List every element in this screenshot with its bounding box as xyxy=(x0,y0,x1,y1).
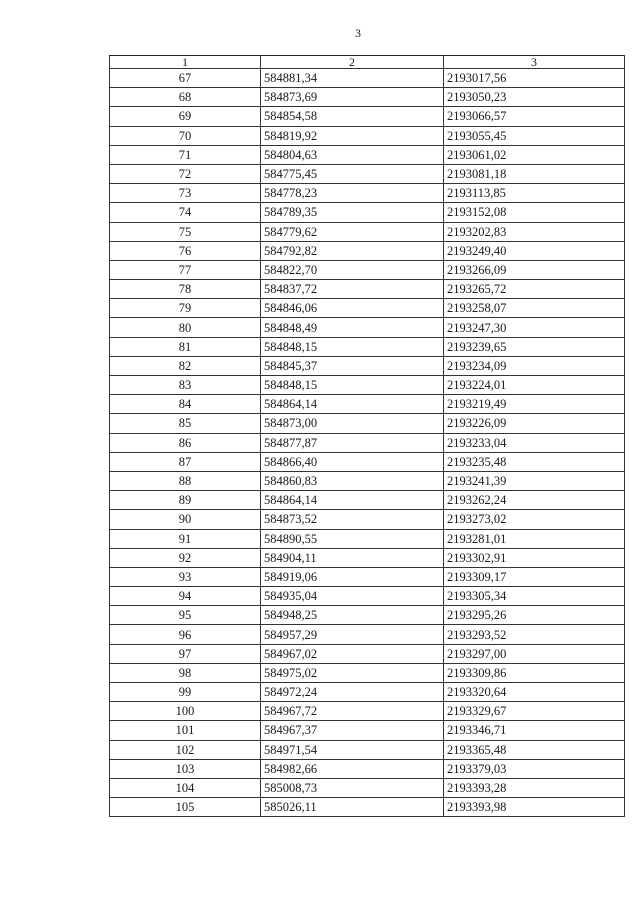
table-row xyxy=(110,222,625,241)
table-row xyxy=(110,318,625,337)
point-number-cell: 81 xyxy=(110,337,261,356)
point-number-cell: 101 xyxy=(110,721,261,740)
x-coordinate-cell: 584967,72 xyxy=(261,702,444,721)
x-coordinate-cell: 584873,69 xyxy=(261,88,444,107)
table-body xyxy=(110,56,625,817)
y-coordinate-cell: 2193329,67 xyxy=(444,702,625,721)
table-row xyxy=(110,88,625,107)
y-coordinate-cell: 2193055,45 xyxy=(444,126,625,145)
table-row xyxy=(110,759,625,778)
point-number-cell: 83 xyxy=(110,376,261,395)
x-coordinate-cell: 584848,15 xyxy=(261,337,444,356)
table-row xyxy=(110,721,625,740)
table-row xyxy=(110,606,625,625)
column-header-2: 2 xyxy=(261,56,444,69)
y-coordinate-cell: 2193393,98 xyxy=(444,798,625,817)
point-number-cell: 93 xyxy=(110,567,261,586)
point-number-cell: 76 xyxy=(110,241,261,260)
y-coordinate-cell: 2193066,57 xyxy=(444,107,625,126)
x-coordinate-cell: 584860,83 xyxy=(261,471,444,490)
table-row xyxy=(110,587,625,606)
x-coordinate-cell: 584864,14 xyxy=(261,491,444,510)
table-row xyxy=(110,567,625,586)
x-coordinate-cell: 584948,25 xyxy=(261,606,444,625)
column-header-1: 1 xyxy=(110,56,261,69)
y-coordinate-cell: 2193113,85 xyxy=(444,184,625,203)
y-coordinate-cell: 2193297,00 xyxy=(444,644,625,663)
point-number-cell: 88 xyxy=(110,471,261,490)
table-row xyxy=(110,280,625,299)
x-coordinate-cell: 584822,70 xyxy=(261,260,444,279)
point-number-cell: 75 xyxy=(110,222,261,241)
table-row xyxy=(110,452,625,471)
x-coordinate-cell: 584982,66 xyxy=(261,759,444,778)
point-number-cell: 70 xyxy=(110,126,261,145)
y-coordinate-cell: 2193249,40 xyxy=(444,241,625,260)
x-coordinate-cell: 584935,04 xyxy=(261,587,444,606)
table-row xyxy=(110,241,625,260)
table-row xyxy=(110,69,625,88)
y-coordinate-cell: 2193050,23 xyxy=(444,88,625,107)
x-coordinate-cell: 584775,45 xyxy=(261,164,444,183)
y-coordinate-cell: 2193239,65 xyxy=(444,337,625,356)
x-coordinate-cell: 584778,23 xyxy=(261,184,444,203)
point-number-cell: 74 xyxy=(110,203,261,222)
x-coordinate-cell: 584873,00 xyxy=(261,414,444,433)
point-number-cell: 72 xyxy=(110,164,261,183)
point-number-cell: 73 xyxy=(110,184,261,203)
table-row xyxy=(110,491,625,510)
x-coordinate-cell: 584792,82 xyxy=(261,241,444,260)
point-number-cell: 67 xyxy=(110,69,261,88)
point-number-cell: 95 xyxy=(110,606,261,625)
x-coordinate-cell: 584804,63 xyxy=(261,145,444,164)
point-number-cell: 85 xyxy=(110,414,261,433)
y-coordinate-cell: 2193309,86 xyxy=(444,663,625,682)
x-coordinate-cell: 584779,62 xyxy=(261,222,444,241)
table-row xyxy=(110,107,625,126)
y-coordinate-cell: 2193258,07 xyxy=(444,299,625,318)
table-row xyxy=(110,798,625,817)
x-coordinate-cell: 584848,15 xyxy=(261,376,444,395)
x-coordinate-cell: 584845,37 xyxy=(261,356,444,375)
table-row xyxy=(110,299,625,318)
table-row xyxy=(110,395,625,414)
y-coordinate-cell: 2193293,52 xyxy=(444,625,625,644)
point-number-cell: 103 xyxy=(110,759,261,778)
point-number-cell: 78 xyxy=(110,280,261,299)
x-coordinate-cell: 584846,06 xyxy=(261,299,444,318)
table-row xyxy=(110,529,625,548)
y-coordinate-cell: 2193233,04 xyxy=(444,433,625,452)
y-coordinate-cell: 2193320,64 xyxy=(444,683,625,702)
table-row xyxy=(110,203,625,222)
point-number-cell: 89 xyxy=(110,491,261,510)
point-number-cell: 97 xyxy=(110,644,261,663)
x-coordinate-cell: 584971,54 xyxy=(261,740,444,759)
point-number-cell: 102 xyxy=(110,740,261,759)
point-number-cell: 80 xyxy=(110,318,261,337)
table-row xyxy=(110,260,625,279)
table-row xyxy=(110,663,625,682)
point-number-cell: 100 xyxy=(110,702,261,721)
table-row xyxy=(110,625,625,644)
x-coordinate-cell: 585008,73 xyxy=(261,778,444,797)
y-coordinate-cell: 2193309,17 xyxy=(444,567,625,586)
table-row xyxy=(110,337,625,356)
x-coordinate-cell: 585026,11 xyxy=(261,798,444,817)
x-coordinate-cell: 584975,02 xyxy=(261,663,444,682)
y-coordinate-cell: 2193152,08 xyxy=(444,203,625,222)
x-coordinate-cell: 584864,14 xyxy=(261,395,444,414)
point-number-cell: 82 xyxy=(110,356,261,375)
y-coordinate-cell: 2193224,01 xyxy=(444,376,625,395)
x-coordinate-cell: 584967,37 xyxy=(261,721,444,740)
y-coordinate-cell: 2193273,02 xyxy=(444,510,625,529)
y-coordinate-cell: 2193305,34 xyxy=(444,587,625,606)
y-coordinate-cell: 2193393,28 xyxy=(444,778,625,797)
table-row xyxy=(110,702,625,721)
point-number-cell: 77 xyxy=(110,260,261,279)
point-number-cell: 105 xyxy=(110,798,261,817)
point-number-cell: 91 xyxy=(110,529,261,548)
y-coordinate-cell: 2193219,49 xyxy=(444,395,625,414)
x-coordinate-cell: 584873,52 xyxy=(261,510,444,529)
table-row xyxy=(110,433,625,452)
table-row xyxy=(110,356,625,375)
y-coordinate-cell: 2193235,48 xyxy=(444,452,625,471)
y-coordinate-cell: 2193226,09 xyxy=(444,414,625,433)
point-number-cell: 90 xyxy=(110,510,261,529)
table-row xyxy=(110,471,625,490)
y-coordinate-cell: 2193241,39 xyxy=(444,471,625,490)
x-coordinate-cell: 584877,87 xyxy=(261,433,444,452)
y-coordinate-cell: 2193061,02 xyxy=(444,145,625,164)
y-coordinate-cell: 2193266,09 xyxy=(444,260,625,279)
point-number-cell: 99 xyxy=(110,683,261,702)
x-coordinate-cell: 584819,92 xyxy=(261,126,444,145)
x-coordinate-cell: 584904,11 xyxy=(261,548,444,567)
point-number-cell: 94 xyxy=(110,587,261,606)
point-number-cell: 96 xyxy=(110,625,261,644)
table-row xyxy=(110,145,625,164)
x-coordinate-cell: 584854,58 xyxy=(261,107,444,126)
x-coordinate-cell: 584890,55 xyxy=(261,529,444,548)
y-coordinate-cell: 2193081,18 xyxy=(444,164,625,183)
table-row xyxy=(110,510,625,529)
x-coordinate-cell: 584957,29 xyxy=(261,625,444,644)
y-coordinate-cell: 2193295,26 xyxy=(444,606,625,625)
table-row xyxy=(110,778,625,797)
y-coordinate-cell: 2193234,09 xyxy=(444,356,625,375)
point-number-cell: 69 xyxy=(110,107,261,126)
y-coordinate-cell: 2193017,56 xyxy=(444,69,625,88)
column-header-3: 3 xyxy=(444,56,625,69)
table-row xyxy=(110,414,625,433)
point-number-cell: 98 xyxy=(110,663,261,682)
point-number-cell: 92 xyxy=(110,548,261,567)
table-row xyxy=(110,184,625,203)
y-coordinate-cell: 2193247,30 xyxy=(444,318,625,337)
table-row xyxy=(110,164,625,183)
x-coordinate-cell: 584972,24 xyxy=(261,683,444,702)
x-coordinate-cell: 584866,40 xyxy=(261,452,444,471)
point-number-cell: 84 xyxy=(110,395,261,414)
y-coordinate-cell: 2193302,91 xyxy=(444,548,625,567)
x-coordinate-cell: 584881,34 xyxy=(261,69,444,88)
point-number-cell: 86 xyxy=(110,433,261,452)
y-coordinate-cell: 2193265,72 xyxy=(444,280,625,299)
point-number-cell: 68 xyxy=(110,88,261,107)
x-coordinate-cell: 584848,49 xyxy=(261,318,444,337)
point-number-cell: 87 xyxy=(110,452,261,471)
point-number-cell: 71 xyxy=(110,145,261,164)
point-number-cell: 79 xyxy=(110,299,261,318)
coordinates-table xyxy=(109,55,625,817)
table-row xyxy=(110,376,625,395)
x-coordinate-cell: 584837,72 xyxy=(261,280,444,299)
y-coordinate-cell: 2193365,48 xyxy=(444,740,625,759)
table-row xyxy=(110,126,625,145)
y-coordinate-cell: 2193202,83 xyxy=(444,222,625,241)
x-coordinate-cell: 584789,35 xyxy=(261,203,444,222)
table-header-row xyxy=(110,56,625,69)
y-coordinate-cell: 2193346,71 xyxy=(444,721,625,740)
page-number: 3 xyxy=(355,26,361,40)
table-row xyxy=(110,644,625,663)
table-row xyxy=(110,740,625,759)
point-number-cell: 104 xyxy=(110,778,261,797)
y-coordinate-cell: 2193379,03 xyxy=(444,759,625,778)
table-row xyxy=(110,683,625,702)
y-coordinate-cell: 2193281,01 xyxy=(444,529,625,548)
y-coordinate-cell: 2193262,24 xyxy=(444,491,625,510)
x-coordinate-cell: 584919,06 xyxy=(261,567,444,586)
x-coordinate-cell: 584967,02 xyxy=(261,644,444,663)
table-row xyxy=(110,548,625,567)
